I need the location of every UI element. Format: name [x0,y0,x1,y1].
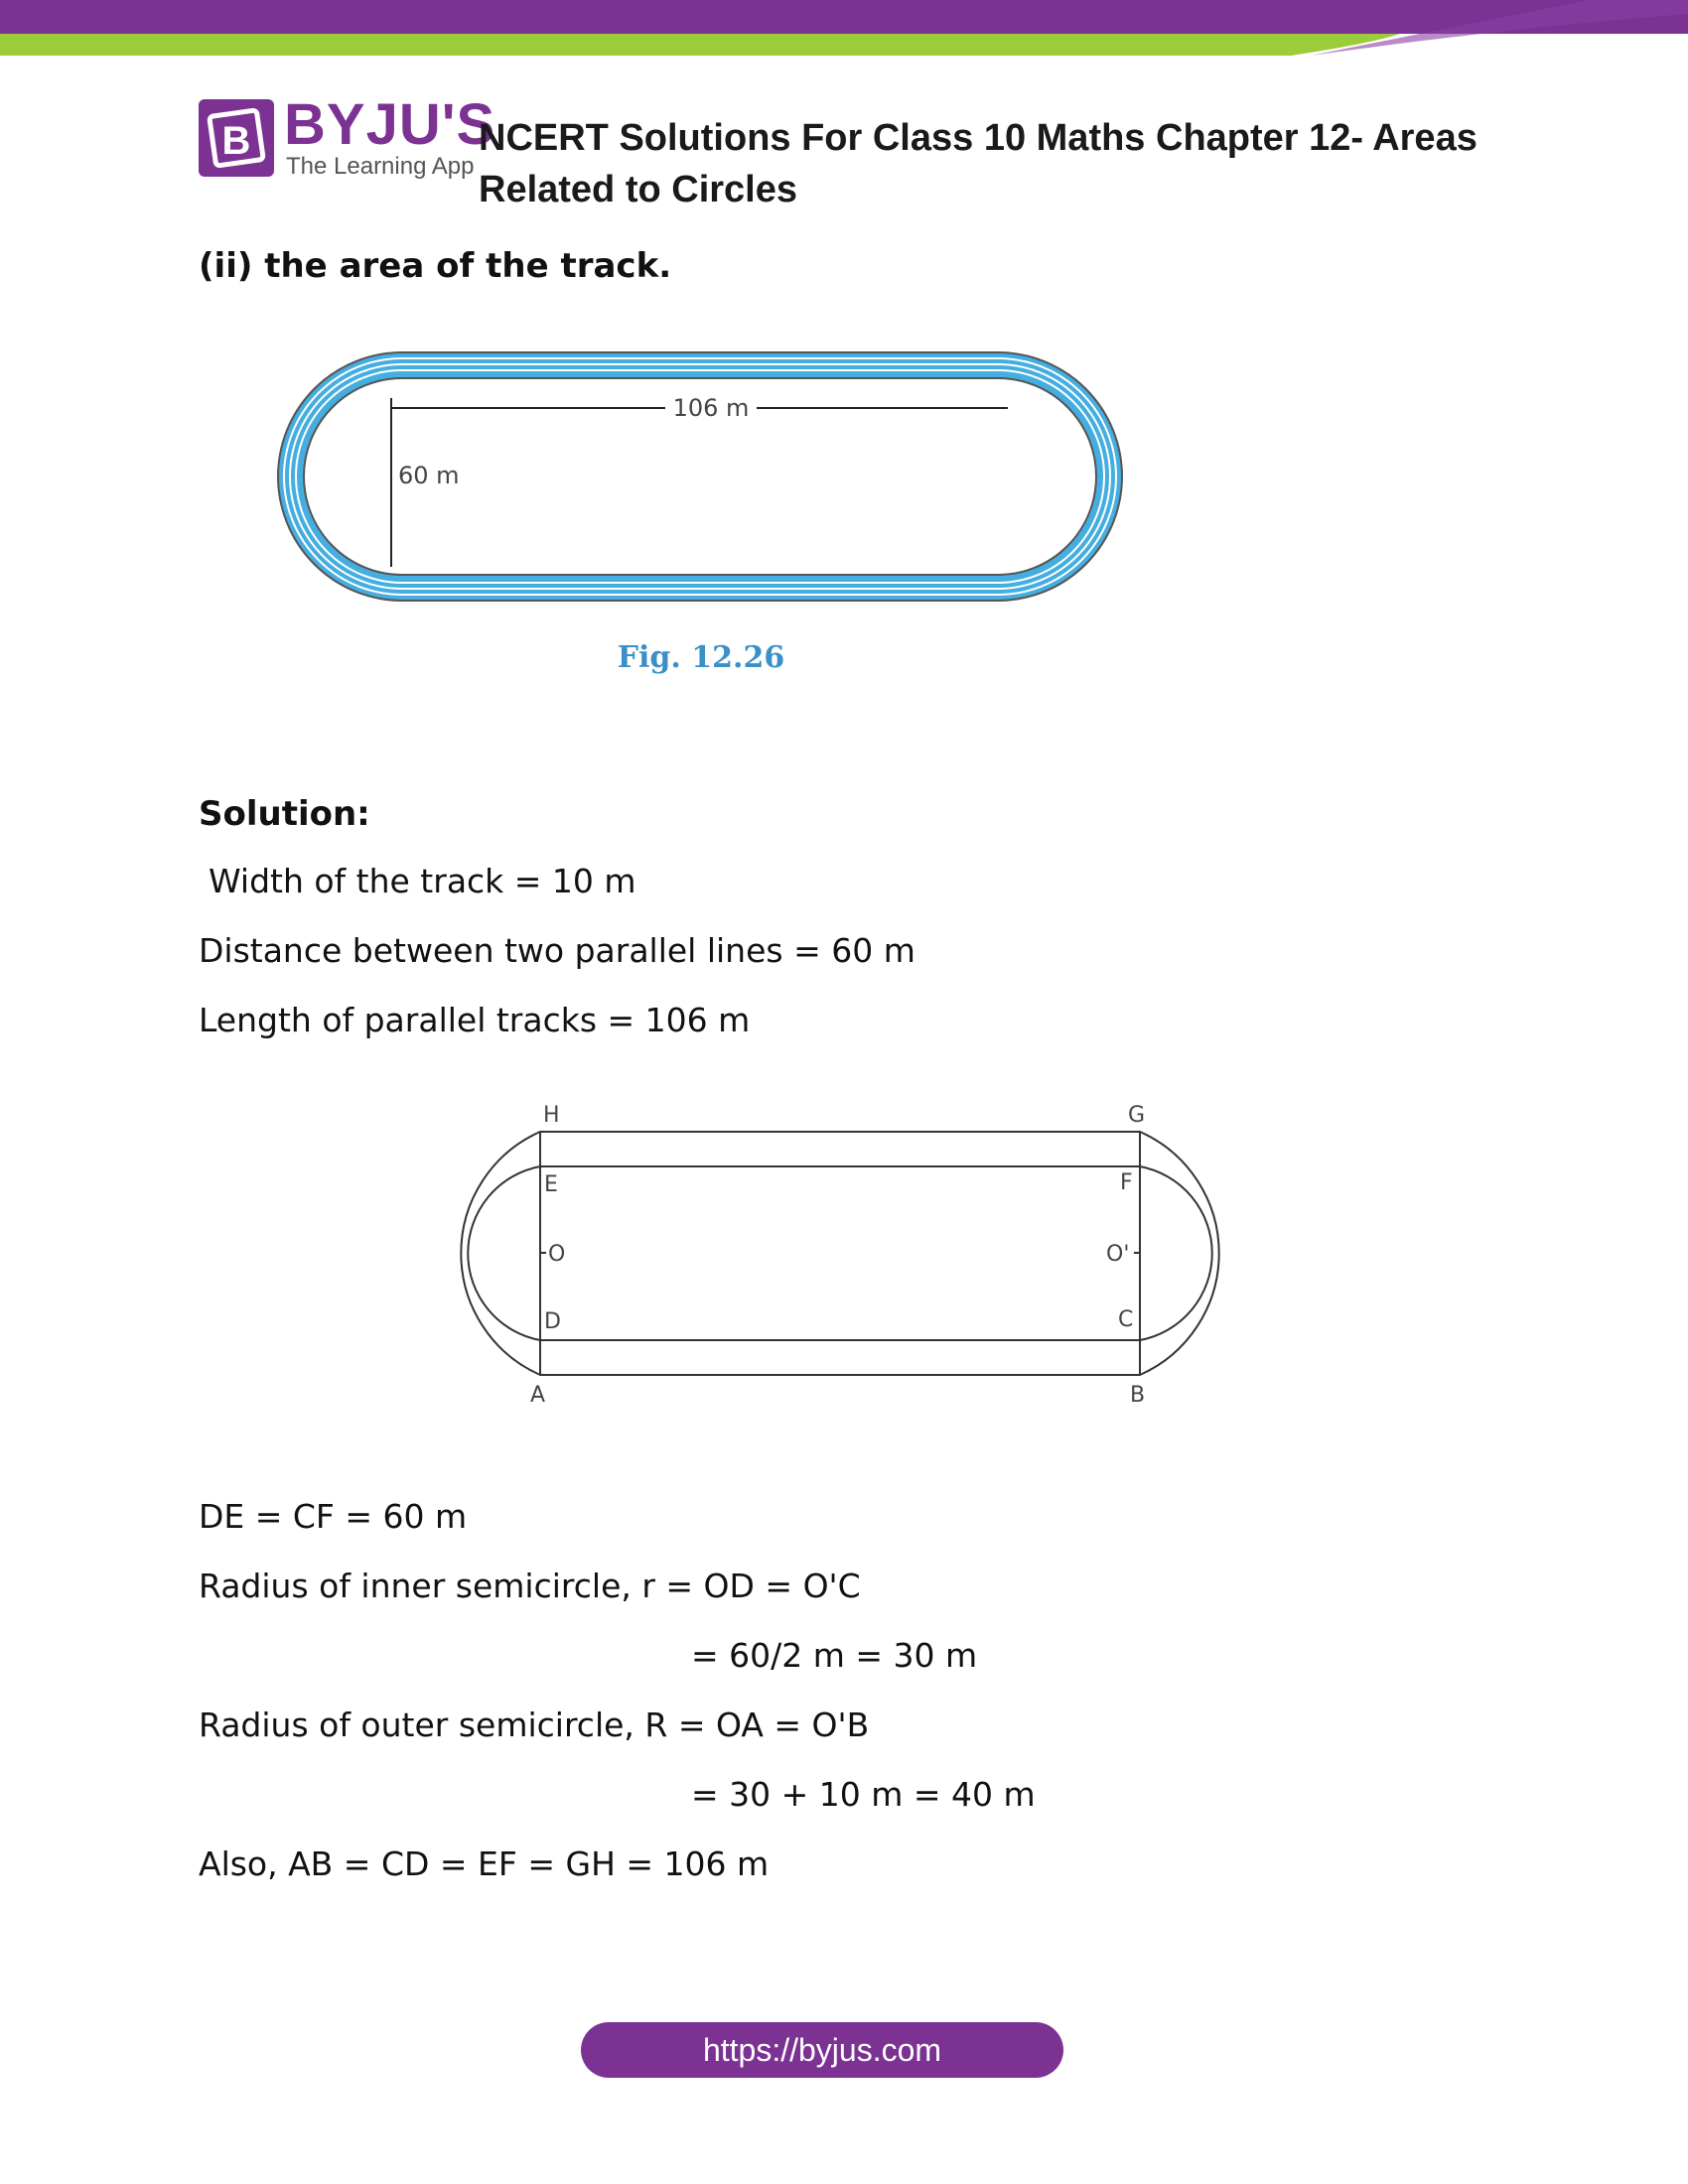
solution-heading: Solution: [199,794,370,834]
label-d: D [544,1309,561,1334]
brand-tagline: The Learning App [286,153,475,180]
width-label: 60 m [398,462,460,489]
footer-link[interactable] [581,2022,1063,2078]
label-f: F [1120,1170,1133,1195]
brand-name: BYJU'S [284,92,496,157]
step-de-cf: DE = CF = 60 m [199,1497,468,1536]
label-b: B [1130,1383,1146,1408]
given-width: Width of the track = 10 m [209,862,636,900]
step-outer-radius: Radius of outer semicircle, R = OA = O'B [199,1706,870,1744]
label-o: O [548,1242,566,1267]
label-e: E [544,1172,558,1197]
figure-labeled-track [427,1092,1281,1420]
step-inner-radius: Radius of inner semicircle, r = OD = O'C [199,1567,861,1605]
figure-running-track [268,333,1132,690]
given-length: Length of parallel tracks = 106 m [199,1001,751,1039]
logo-mark-icon [199,99,274,177]
header-banner [0,0,1688,60]
step-inner-radius-value: = 60/2 m = 30 m [691,1636,978,1675]
label-h: H [543,1103,560,1128]
label-a: A [530,1383,546,1408]
given-distance: Distance between two parallel lines = 60 m [199,931,915,970]
label-g: G [1128,1103,1146,1128]
figure-caption: Fig. 12.26 [617,640,785,675]
length-label: 106 m [672,394,750,422]
question-part: (ii) the area of the track. [199,246,672,286]
page-title: NCERT Solutions For Class 10 Maths Chapter 12- Areas Related to Circles [479,117,1477,210]
step-equal-lengths: Also, AB = CD = EF = GH = 106 m [199,1844,770,1883]
step-outer-radius-value: = 30 + 10 m = 40 m [691,1775,1036,1814]
label-o-prime: O' [1106,1242,1130,1267]
byjus-logo [199,92,496,187]
label-c: C [1118,1307,1134,1332]
footer-url[interactable]: https://byjus.com [702,2032,942,2068]
logo-mark-letter: B [221,119,251,163]
